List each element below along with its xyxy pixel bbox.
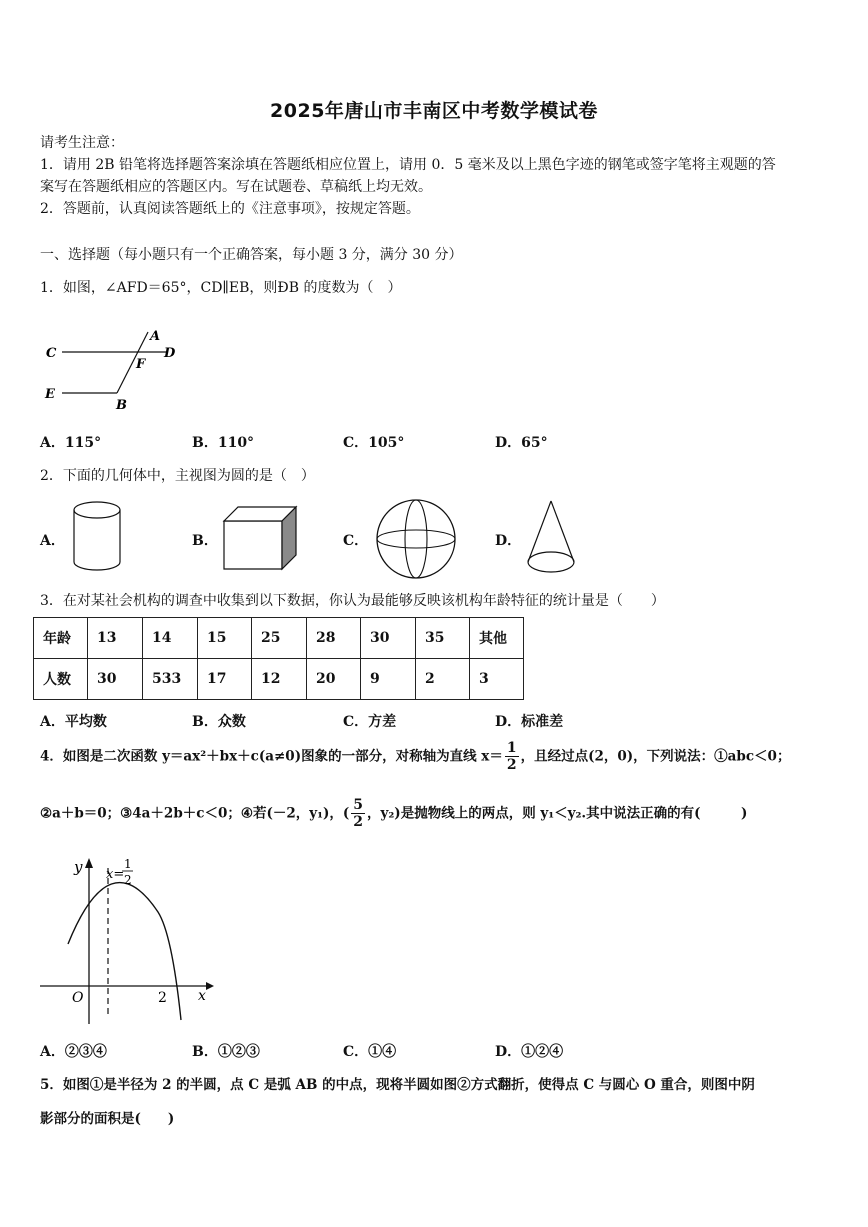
q2-option-d[interactable]: D． <box>495 533 522 549</box>
q2-option-b[interactable]: B． <box>192 533 218 549</box>
table-cell: 28 <box>307 618 361 659</box>
section-heading: 一、选择题（每小题只有一个正确答案，每小题 3 分，满分 30 分） <box>40 247 463 263</box>
table-cell: 年龄 <box>34 618 88 659</box>
q3-option-d[interactable]: D．标准差 <box>495 714 564 730</box>
table-cell: 12 <box>252 659 307 700</box>
q3-stem: 3．在对某社会机构的调查中收集到以下数据，你认为最能够反映该机构年龄特征的统计量是（ ） <box>40 593 665 609</box>
q4-parabola-graph <box>38 852 218 1032</box>
q1-label-c: C <box>46 346 57 361</box>
q1-label-f: F <box>136 357 146 372</box>
fraction-numerator: 1 <box>506 740 517 756</box>
table-cell: 14 <box>143 618 198 659</box>
q1-label-b: B <box>116 398 127 413</box>
graph-x-label: x <box>198 988 206 1004</box>
notice-line-1b: 案写在答题纸相应的答题区内。写在试题卷、草稿纸上均无效。 <box>40 179 432 195</box>
graph-two-label: 2 <box>158 990 167 1006</box>
q4-stem-part-a: 4．如图是二次函数 y＝ax²＋bx＋c(a≠0)图象的一部分，对称轴为直线 x＝ <box>40 748 503 765</box>
notice-line-1a: 1．请用 2B 铅笔将选择题答案涂填在答题纸相应位置上，请用 0．5 毫米及以上黑色字迹的钢笔或签字笔将主观题的答 <box>40 157 776 173</box>
table-cell: 30 <box>88 659 143 700</box>
q1-label-e: E <box>45 387 55 402</box>
fraction-denominator: 2 <box>506 757 517 773</box>
q4-option-a[interactable]: A．②③④ <box>40 1044 107 1060</box>
q3-data-table <box>33 617 524 700</box>
q3-option-b[interactable]: B．众数 <box>192 714 246 730</box>
table-cell: 15 <box>198 618 252 659</box>
graph-half-numerator: 1 <box>124 857 132 871</box>
table-cell: 9 <box>361 659 416 700</box>
table-cell: 25 <box>252 618 307 659</box>
page-title: 2025年唐山市丰南区中考数学模试卷 <box>270 100 598 122</box>
graph-origin-label: O <box>72 990 84 1006</box>
q3-option-c[interactable]: C．方差 <box>343 714 397 730</box>
table-cell: 13 <box>88 618 143 659</box>
table-cell: 其他 <box>470 618 524 659</box>
table-cell: 17 <box>198 659 252 700</box>
q1-figure <box>40 322 190 414</box>
q4-option-b[interactable]: B．①②③ <box>192 1044 260 1060</box>
q3-option-a[interactable]: A．平均数 <box>40 714 107 730</box>
table-cell: 2 <box>416 659 470 700</box>
q1-option-d[interactable]: D．65° <box>495 435 548 451</box>
q1-label-d: D <box>164 346 176 361</box>
q2-stem: 2．下面的几何体中，主视图为圆的是（ ） <box>40 468 315 484</box>
fraction-numerator: 5 <box>353 797 364 813</box>
cone-icon <box>524 498 580 578</box>
sphere-icon <box>374 497 460 581</box>
q2-option-a[interactable]: A． <box>40 533 65 549</box>
table-cell: 3 <box>470 659 524 700</box>
q1-option-b[interactable]: B．110° <box>192 435 255 451</box>
q4-stem-part-c: ②a＋b＝0；③4a＋2b＋c＜0；④若(－2，y₁)，( <box>40 805 350 822</box>
table-cell: 533 <box>143 659 198 700</box>
q4-option-c[interactable]: C．①④ <box>343 1044 397 1060</box>
q1-option-a[interactable]: A．115° <box>40 435 102 451</box>
q5-stem-line1: 5．如图①是半径为 2 的半圆，点 C 是弧 AB 的中点，现将半圆如图②方式翻折，使得点 C 与圆心 O 重合，则图中阴 <box>40 1077 755 1093</box>
notice-line-2: 2．答题前，认真阅读答题纸上的《注意事项》，按规定答题。 <box>40 201 420 217</box>
q1-label-a: A <box>150 329 161 344</box>
notice-heading: 请考生注意： <box>40 135 124 151</box>
q4-fraction-half <box>505 740 519 773</box>
cube-icon <box>220 505 300 573</box>
table-cell: 20 <box>307 659 361 700</box>
graph-y-label: y <box>74 858 83 876</box>
table-cell: 35 <box>416 618 470 659</box>
q4-fraction-five-halves <box>351 797 365 830</box>
q4-stem-line1 <box>40 740 790 773</box>
fraction-denominator: 2 <box>353 814 364 830</box>
q5-stem-line2: 影部分的面积是( ) <box>40 1111 175 1127</box>
q4-stem-part-d: ，y₂)是抛物线上的两点，则 y₁＜y₂.其中说法正确的有( ) <box>367 805 748 822</box>
table-row <box>34 618 524 659</box>
cylinder-icon <box>70 498 126 574</box>
q4-stem-part-b: ，且经过点(2，0)，下列说法：①abc＜0； <box>520 748 791 765</box>
q2-option-c[interactable]: C． <box>343 533 369 549</box>
q4-option-d[interactable]: D．①②④ <box>495 1044 564 1060</box>
graph-axis-label: x= <box>106 867 125 882</box>
table-cell: 人数 <box>34 659 88 700</box>
q1-option-c[interactable]: C．105° <box>343 435 405 451</box>
q1-stem: 1．如图，∠AFD＝65°，CD∥EB，则ÐB 的度数为（ ） <box>40 280 402 296</box>
table-row <box>34 659 524 700</box>
q4-stem-line2 <box>40 797 747 830</box>
table-cell: 30 <box>361 618 416 659</box>
graph-half-denominator: 2 <box>124 873 132 887</box>
